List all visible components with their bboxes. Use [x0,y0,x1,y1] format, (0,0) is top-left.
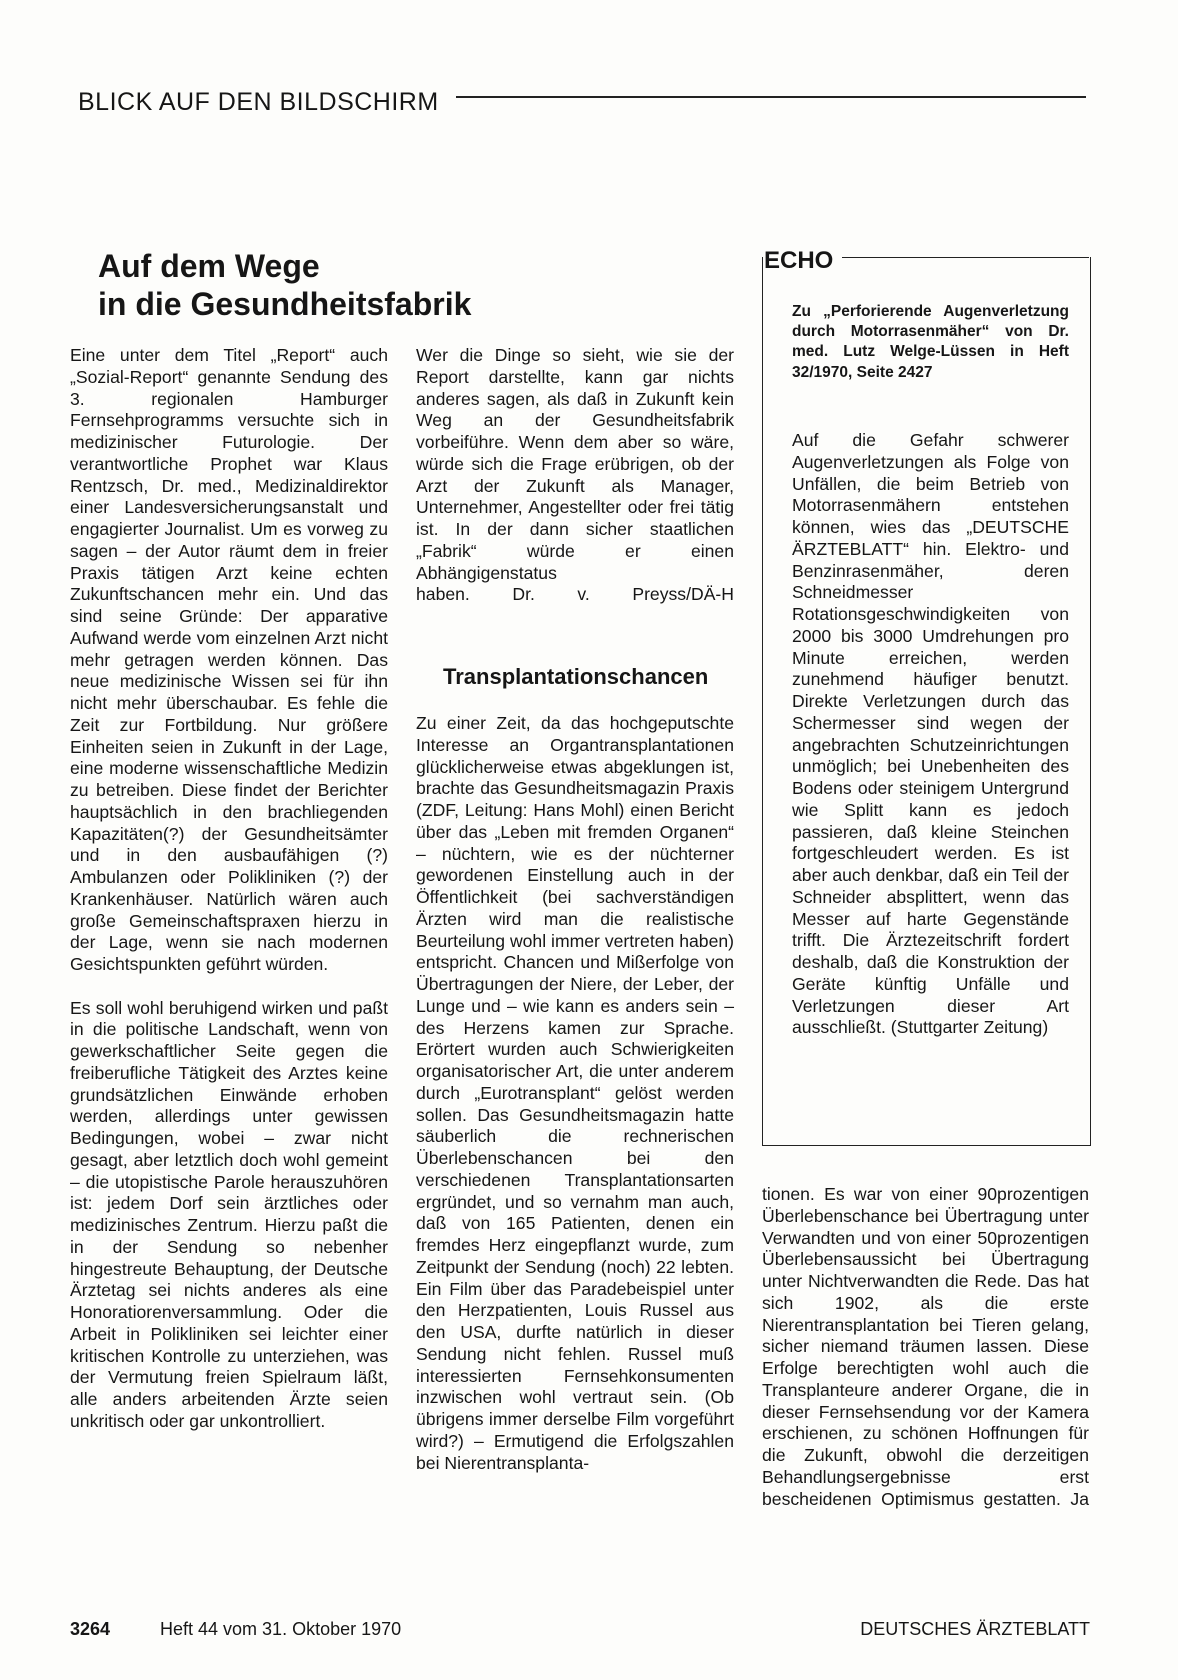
page-number: 3264 [70,1619,111,1639]
transplant-column-2 [416,713,734,1474]
echo-title: ECHO [764,247,839,275]
echo-box-top-rule [842,257,1089,258]
issue-date: Heft 44 vom 31. Oktober 1970 [160,1619,402,1639]
section-rule [456,96,1086,98]
article-paragraph-3: Wer die Dinge so sieht, wie sie der Report darstellte, kann gar nichts anderes sagen, als daß in Zukunft kein Weg an der Gesundheitsfabrik vorbeiführe. Wenn dem aber so wäre, würde sich die Frage erübrigen, ob der Arzt der Zukunft als Manager, Unternehmer, Angestellter oder frei tätig ist. In der dann sicher staatlichen „Fabrik“ würde er einen Abhängigenstatus [416,345,734,583]
transplant-column-3 [762,1184,1089,1510]
article-signature-text: haben. [416,584,470,605]
transplant-heading: Transplantationschancen [443,664,709,689]
transplant-text-tail: Ja [1070,1488,1090,1509]
article-title-line-2: in die Gesundheitsfabrik [98,286,472,322]
article-column-2 [416,345,734,606]
section-label: BLICK AUF DEN BILDSCHIRM [78,88,439,116]
article-column-1 [70,345,388,1433]
article-title-line-1: Auf dem Wege [98,248,320,284]
article-paragraph-1: Eine unter dem Titel „Report“ auch „Sozial-Report“ genannte Sendung des 3. regionalen Hamburger Fernsehprogramms versuchte sich in medizinischer Futurologie. Der verantwortliche Prophet war Klaus Rentzsch, Dr. med., Medizinaldirektor einer Landesversicherungsanstalt und engagierter Journalist. Um es vorweg zu sagen – der Autor räumt dem in freier Praxis tätigen Arzt keine echten Zukunftschancen mehr ein. Und das sind seine Gründe: Der apparative Aufwand werde vom einzelnen Arzt nicht mehr getragen werden können. Das neue medizinische Wissen sei für ihn nicht mehr überschaubar. Es fehle die Zeit zur Fortbildung. Nur größere Einheiten seien in Zukunft in der Lage, eine moderne wissenschaftliche Medizin zu betreiben. Diese findet der Berichter hauptsächlich in den brachliegenden Kapazitäten(?) der Gesundheitsämter und in den ausbaufähigen (?) Ambulanzen oder Polikliniken (?) der Krankenhäuser. Natürlich wären auch große Gemeinschaftspraxen hierzu in der Lage, wenn sie nach modernen Gesichtspunkten geführt würden. [70,345,388,974]
transplant-text-continued: tionen. Es war von einer 90prozentigen Überlebenschance bei Übertragung unter Verwandten und von einer 50prozentigen Überlebensaussicht bei Übertragung unter Nichtverwandten die Rede. Das hat sich 1902, als die erste Nierentransplantation bei Tieren gelang, sicher niemand träumen lassen. Diese Erfolge berechtigten wohl auch die Transplanteure anderer Organe, die in dieser Fernsehsendung vor der Kamera erschienen, zu schönen Hoffnungen für die Zukunft, obwohl die derzeitigen Behandlungsergebnisse erst bescheidenen Optimismus gestatten. [762,1184,1089,1509]
journal-name: DEUTSCHES ÄRZTEBLATT [860,1619,1090,1639]
transplant-paragraph: Zu einer Zeit, da das hochgeputschte Interesse an Organtransplantationen glücklicherweise etwas abgeklungen ist, brachte das Gesundheitsmagazin Praxis (ZDF, Leitung: Hans Mohl) einen Bericht über das „Leben mit fremden Organen“ – nüchtern, wie es der nüchterner gewordenen Einstellung auch in der Öffentlichkeit (bei sachverständigen Ärzten wird man die realistische Beurteilung wohl immer vertreten haben) entspricht. Chancen und Mißerfolge von Übertragungen der Niere, der Leber, der Lunge und – wie kann es anders sein – des Herzens kamen zur Sprache. Erörtert wurden auch Schwierigkeiten organisatorischer Art, die unter anderem durch „Eurotransplant“ gelöst werden sollen. Das Gesundheitsmagazin hatte säuberlich die rechnerischen Überlebenschancen bei den verschiedenen Transplantationsarten ergründet, und so vernahm man auch, daß von 165 Patienten, denen ein fremdes Herz eingepflanzt wurde, zum Zeitpunkt der Sendung (noch) 22 lebten. Ein Film über das Paradebeispiel unter den Herzpatienten, Louis Russel aus den USA, durfte natürlich in dieser Sendung nicht fehlen. Russel muß interessierten Fernsehkonsumenten inzwischen wohl vertraut sein. (Ob übrigens immer derselbe Film vorgeführt wird?) – Ermutigend die Erfolgszahlen bei Nierentransplanta- [416,713,734,1473]
article-author: Dr. v. Preyss/DÄ-H [512,584,734,605]
echo-body: Auf die Gefahr schwerer Augenverletzungen als Folge von Unfällen, die beim Betrieb von Motorrasenmähern entstehen können, wies das „DEUTSCHE ÄRZTEBLATT“ hin. Elektro- und Benzinrasenmäher, deren Schneidmesser Rotationsgeschwindigkeiten von 2000 bis 3000 Umdrehungen pro Minute erreichen, werden zunehmend häufiger benutzt. Direkte Verletzungen durch das Schermesser sind wegen der angebrachten Schutzeinrichtungen unmöglich; bei Unebenheiten des Bodens oder steinigem Untergrund wie Splitt kann es jedoch passieren, daß kleine Steinchen fortgeschleudert werden. Es ist aber auch denkbar, daß ein Teil der Schneider absplittert, wenn das Messer auf harte Gegenstände trifft. Die Ärztezeitschrift fordert deshalb, daß die Konstruktion der Geräte künftig Unfälle und Verletzungen dieser Art ausschließt. (Stuttgarter Zeitung) [792,430,1069,1038]
article-signature-line [416,584,734,606]
echo-reference: Zu „Perforierende Augenverletzung durch Motorrasenmäher“ von Dr. med. Lutz Welge-Lüssen in Heft 32/1970, Seite 2427 [792,303,1069,381]
transplant-paragraph-continued [762,1184,1089,1510]
echo-body-column [792,430,1069,1039]
article-paragraph-2: Es soll wohl beruhigend wirken und paßt in die politische Landschaft, wenn von gewerkschaftlicher Seite gegen die freiberufliche Tätigkeit des Arztes keine grundsätzlichen Einwände erhoben werden, allerdings unter gewissen Bedingungen, wobei – zwar nicht gesagt, aber letztlich doch wohl gemeint – die utopistische Parole herauszuhören ist: jedem Dorf sein ärztliches oder medizinisches Zentrum. Hierzu paßt die in der Sendung so nebenher hingestreute Behauptung, der Deutsche Ärztetag sei nichts anderes als eine Honoratiorenversammlung. Oder die Arbeit in Polikliniken sei leichter einer kritischen Kontrolle zu unterziehen, was der Vermutung freien Spielraum läßt, alle anders arbeitenden Ärzte seien unkritisch oder gar unkontrolliert. [70,997,388,1431]
article-title [98,247,471,323]
